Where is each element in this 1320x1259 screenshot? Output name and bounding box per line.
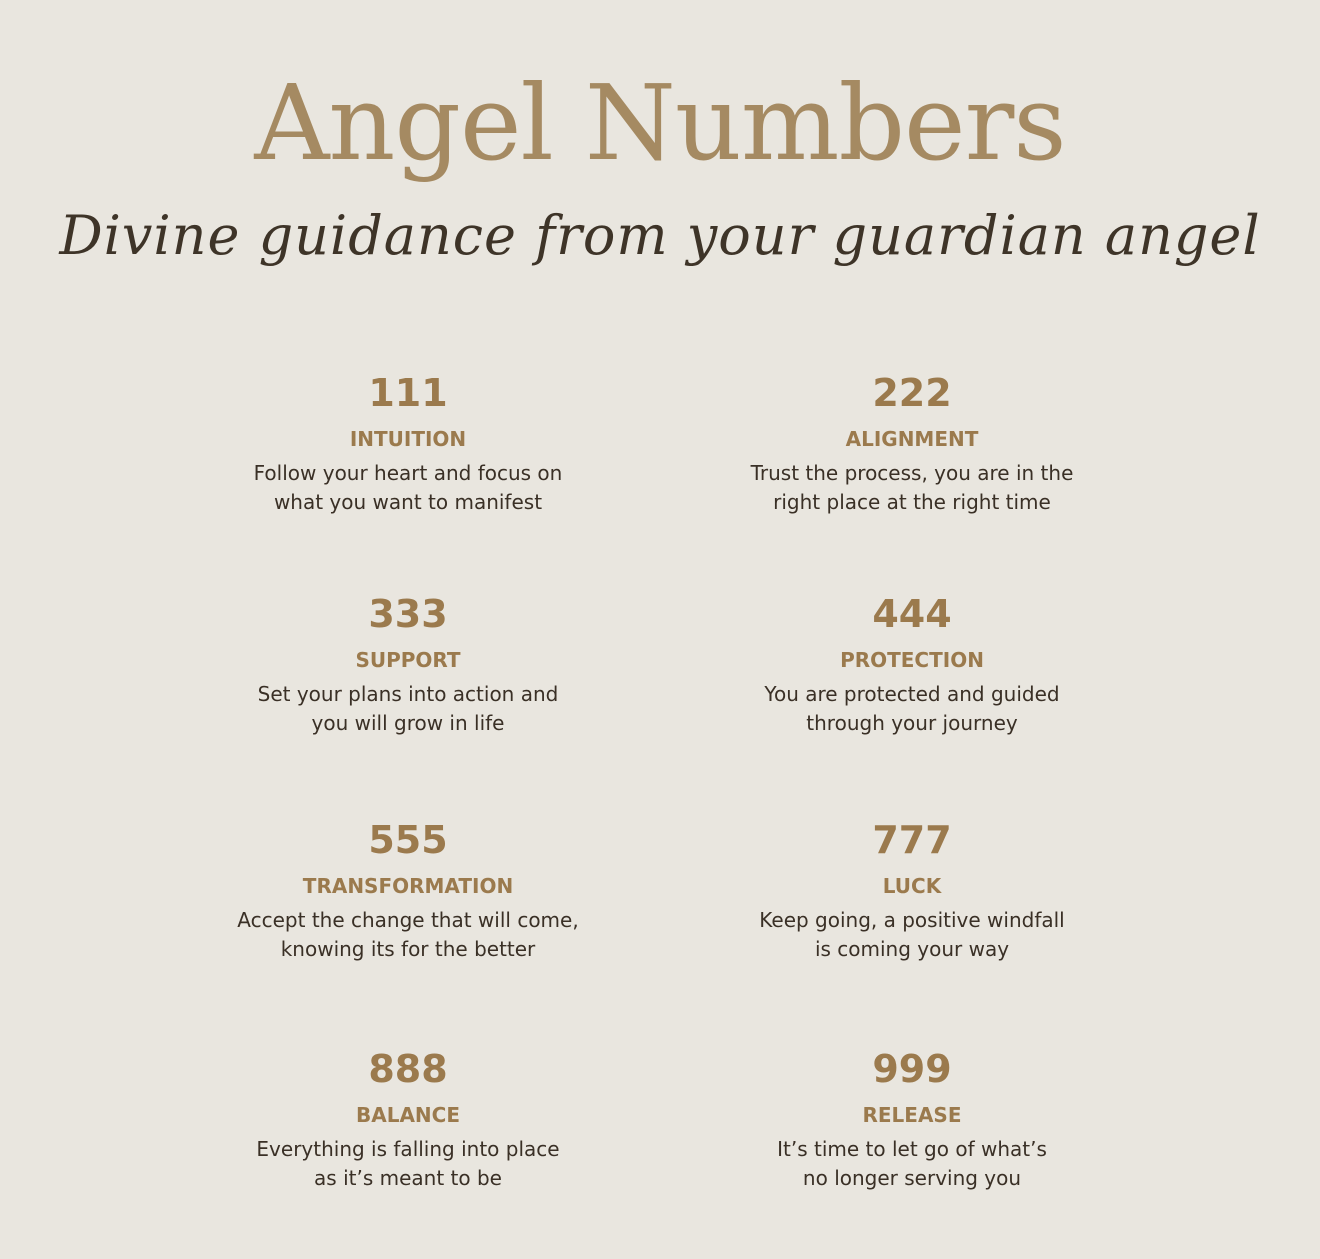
angel-number-description-line: no longer serving you xyxy=(802,1166,1022,1190)
angel-number-theme: PROTECTION xyxy=(840,648,984,672)
angel-number-description-line: knowing its for the better xyxy=(280,937,536,961)
angel-number-theme: ALIGNMENT xyxy=(845,427,979,451)
angel-number-444 xyxy=(682,591,1142,738)
angel-number-description-line: what you want to manifest xyxy=(273,490,543,514)
angel-number-theme: RELEASE xyxy=(862,1103,962,1127)
angel-number-theme: BALANCE xyxy=(355,1103,461,1127)
angel-number-888 xyxy=(178,1046,638,1193)
angel-number-description-line: you will grow in life xyxy=(311,711,505,735)
angel-number-value: 333 xyxy=(368,592,448,636)
angel-number-description-line: It’s time to let go of what’s xyxy=(777,1137,1047,1161)
angel-number-description-line: Accept the change that will come, xyxy=(237,908,579,932)
angel-number-description-line: is coming your way xyxy=(814,937,1010,961)
angel-number-333 xyxy=(178,591,638,738)
angel-number-description-line: right place at the right time xyxy=(773,490,1051,514)
page-title: Angel Numbers xyxy=(254,62,1066,184)
angel-number-value: 555 xyxy=(368,818,448,862)
angel-number-theme: INTUITION xyxy=(349,427,467,451)
angel-number-value: 222 xyxy=(872,371,952,415)
angel-number-222 xyxy=(682,370,1142,517)
angel-number-theme: TRANSFORMATION xyxy=(302,874,514,898)
angel-number-111 xyxy=(178,370,638,517)
angel-number-value: 888 xyxy=(368,1047,448,1091)
angel-number-777 xyxy=(682,817,1142,964)
angel-number-value: 777 xyxy=(872,818,952,862)
angel-number-theme: SUPPORT xyxy=(355,648,461,672)
angel-number-value: 999 xyxy=(872,1047,952,1091)
angel-number-theme: LUCK xyxy=(882,874,942,898)
angel-number-description-line: through your journey xyxy=(806,711,1018,735)
page-subtitle: Divine guidance from your guardian angel xyxy=(59,204,1261,267)
angel-number-description-line: Set your plans into action and xyxy=(257,682,559,706)
angel-number-555 xyxy=(178,817,638,964)
angel-number-description-line: Keep going, a positive windfall xyxy=(759,908,1065,932)
angel-number-description-line: You are protected and guided xyxy=(764,682,1060,706)
angel-number-value: 111 xyxy=(368,371,448,415)
angel-number-description-line: Trust the process, you are in the xyxy=(750,461,1074,485)
angel-number-value: 444 xyxy=(872,592,952,636)
angel-number-999 xyxy=(682,1046,1142,1193)
angel-number-description-line: Everything is falling into place xyxy=(256,1137,560,1161)
angel-number-description-line: Follow your heart and focus on xyxy=(253,461,563,485)
angel-number-description-line: as it’s meant to be xyxy=(314,1166,502,1190)
